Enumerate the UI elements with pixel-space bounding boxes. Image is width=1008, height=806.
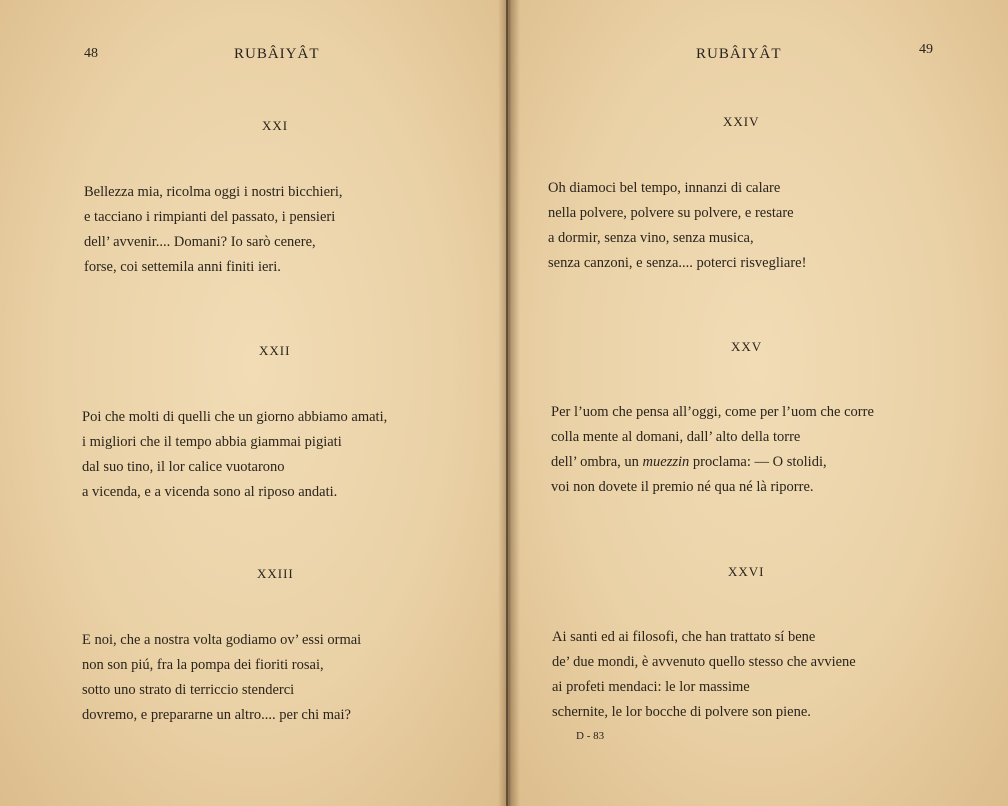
stanza-numeral: XXV: [731, 339, 763, 354]
book-gutter: [498, 0, 520, 806]
verse-line: E noi, che a nostra volta godiamo ov’ essi ormai: [82, 632, 362, 648]
stanza: [552, 625, 856, 725]
verse-line: dell’ avvenir.... Domani? Io sarò cenere,: [84, 234, 316, 250]
verse-line: Bellezza mia, ricolma oggi i nostri bicchieri,: [84, 184, 343, 200]
verse-line: e tacciano i rimpianti del passato, i pensieri: [84, 209, 336, 225]
verse-line: non son piú, fra la pompa dei fioriti rosai,: [82, 657, 324, 673]
verse-line: [551, 450, 874, 475]
right-page: [508, 0, 1008, 806]
verse-line: Ai santi ed ai filosofi, che han trattato sí bene: [552, 629, 816, 645]
stanza-numeral: XXI: [262, 118, 289, 133]
running-header: RUBÂIYÂT: [696, 46, 782, 62]
verse-line: voi non dovete il premio né qua né là riporre.: [551, 479, 814, 495]
verse-text: proclama: — O stolidi,: [689, 454, 827, 470]
verse-line: nella polvere, polvere su polvere, e restare: [548, 205, 794, 221]
verse-line: colla mente al domani, dall’ alto della torre: [551, 429, 801, 445]
verse-line: Oh diamoci bel tempo, innanzi di calare: [548, 180, 781, 196]
running-header: RUBÂIYÂT: [234, 46, 320, 62]
verse-line: Poi che molti di quelli che un giorno abbiamo amati,: [82, 409, 388, 425]
verse-line: i migliori che il tempo abbia giammai pigiati: [82, 434, 342, 450]
verse-line: Per l’uom che pensa all’oggi, come per l’uom che corre: [551, 404, 874, 420]
page-number: 48: [84, 46, 98, 61]
verse-line: dal suo tino, il lor calice vuotarono: [82, 459, 285, 475]
verse-line: forse, coi settemila anni finiti ieri.: [84, 259, 281, 275]
verse-line: schernite, le lor bocche di polvere son piene.: [552, 704, 811, 720]
verse-line: a dormir, senza vino, senza musica,: [548, 230, 754, 246]
stanza-numeral: XXIV: [723, 114, 760, 129]
verse-line: senza canzoni, e senza.... poterci risvegliare!: [548, 255, 807, 271]
stanza-numeral: XXII: [259, 343, 291, 358]
printer-signature: D - 83: [576, 730, 605, 742]
verse-line: a vicenda, e a vicenda sono al riposo andati.: [82, 484, 338, 500]
verse-line: sotto uno strato di terriccio stenderci: [82, 682, 295, 698]
stanza: [84, 180, 343, 280]
verse-text: dell’ ombra, un: [551, 454, 643, 470]
page-number: 49: [919, 42, 933, 57]
stanza: [82, 628, 361, 728]
verse-line: ai profeti mendaci: le lor massime: [552, 679, 750, 695]
verse-line: de’ due mondi, è avvenuto quello stesso che avviene: [552, 654, 856, 670]
verse-line: dovremo, e prepararne un altro.... per chi mai?: [82, 707, 351, 723]
stanza-numeral: XXVI: [728, 564, 765, 579]
stanza: [551, 400, 874, 500]
stanza-numeral: XXIII: [257, 566, 294, 581]
stanza: [82, 405, 387, 505]
verse-italic: muezzin: [642, 454, 690, 470]
stanza: [548, 176, 806, 276]
